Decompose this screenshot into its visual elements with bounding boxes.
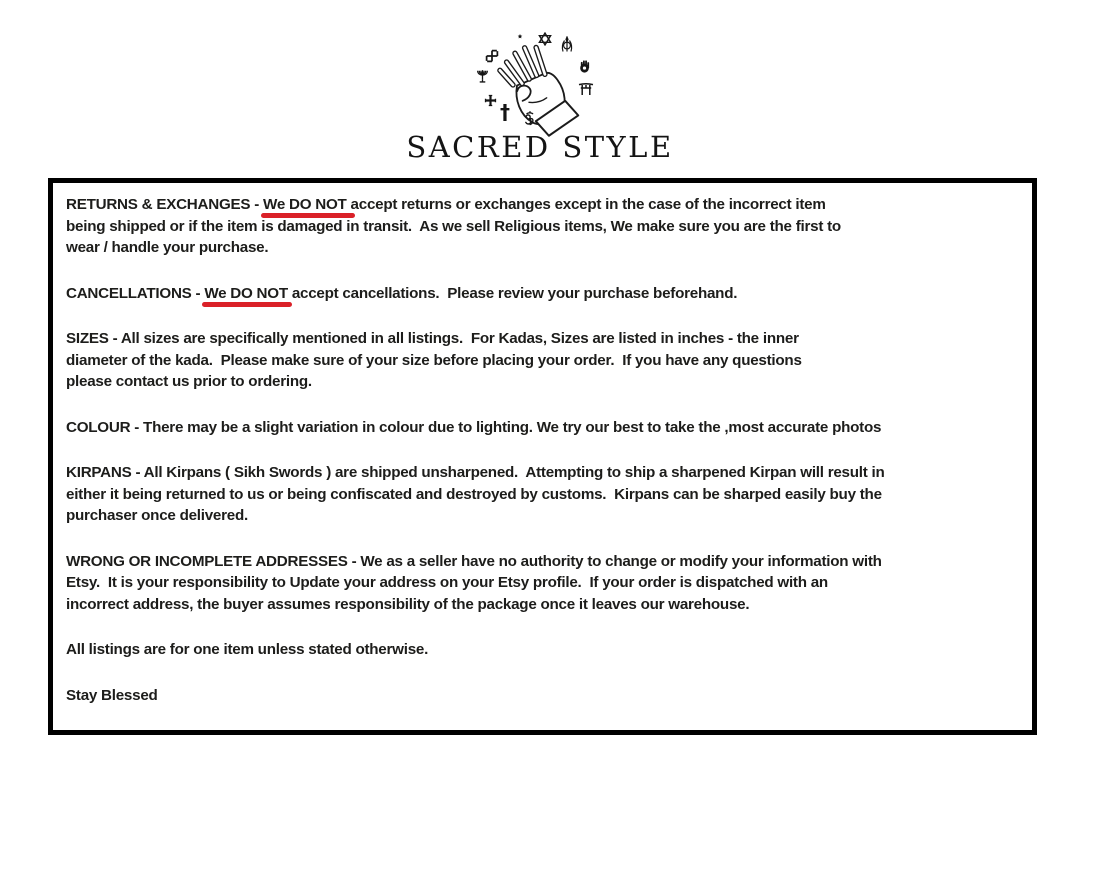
text-line: [66, 194, 1022, 216]
red-underlined-text: We DO NOT: [263, 196, 351, 213]
policy-box: [48, 178, 1037, 735]
cross-pattee-icon: [484, 94, 497, 107]
text-line: WRONG OR INCOMPLETE ADDRESSES - We as a seller have no authority to change or modify your information with: [66, 552, 882, 570]
policy-paragraph-colour: [66, 417, 1022, 439]
text-line: KIRPANS - All Kirpans ( Sikh Swords ) are shipped unsharpened. Attempting to ship a sharpened Kirpan will result in: [66, 464, 885, 481]
text-line: please contact us prior to ordering.: [66, 373, 312, 390]
star-of-david-icon: [538, 32, 552, 46]
brand-name: SACRED STYLE: [406, 130, 674, 164]
returns-heading-text: RETURNS & EXCHANGES -: [66, 196, 264, 213]
text-line: either it being returned to us or being confiscated and destroyed by customs. Kirpans can be sharped easily buy the: [66, 485, 882, 503]
text-line: purchaser once delivered.: [66, 507, 248, 524]
torii-gate-icon: [578, 82, 594, 96]
swastika-icon: [485, 49, 499, 63]
cancellations-body-text: accept cancellations. Please review your purchase beforehand.: [287, 284, 738, 302]
text-line: being shipped or if the item is damaged in transit. As we sell Religious items, We make sure you are the first to: [66, 217, 841, 235]
text-line: SIZES - All sizes are specifically mentioned in all listings. For Kadas, Sizes are listed in inches - the inner: [66, 330, 799, 347]
latin-cross-icon: †: [500, 100, 510, 124]
policy-paragraph-addresses: [66, 551, 1022, 616]
text-line: wear / handle your purchase.: [66, 239, 269, 256]
text-line: Etsy. It is your responsibility to Update your address on your Etsy profile. If your order is dispatched with an: [66, 574, 828, 591]
khanda-icon: [560, 36, 574, 53]
returns-body-text: accept returns or exchanges except in the case of the incorrect item: [350, 196, 826, 213]
text-line: [66, 283, 1022, 305]
text-line: All listings are for one item unless stated otherwise.: [66, 641, 429, 658]
om-icon: [522, 111, 539, 127]
policy-paragraph-kirpans: [66, 462, 1022, 527]
text-line: diameter of the kada. Please make sure of your size before placing your order. If you have any questions: [66, 351, 802, 369]
policy-paragraph-single-item: [66, 639, 1022, 661]
crescent-star-icon: [508, 29, 524, 45]
policy-paragraph-cancellations: [66, 283, 1022, 305]
text-line: Stay Blessed: [66, 686, 158, 704]
menorah-icon: [475, 68, 490, 83]
policy-paragraph-sizes: [66, 328, 1022, 393]
jain-hand-icon: [578, 58, 591, 73]
text-line: COLOUR - There may be a slight variation in colour due to lighting. We try our best to take the ,most accurate photos: [66, 418, 882, 436]
signoff-text: [66, 685, 1022, 707]
red-underlined-text: We DO NOT: [204, 284, 288, 302]
text-line: incorrect address, the buyer assumes responsibility of the package once it leaves our warehouse.: [66, 595, 750, 613]
brand-logo: [406, 16, 674, 168]
policy-paragraph-returns: [66, 194, 1022, 259]
cancellations-heading-text: CANCELLATIONS -: [66, 284, 205, 302]
